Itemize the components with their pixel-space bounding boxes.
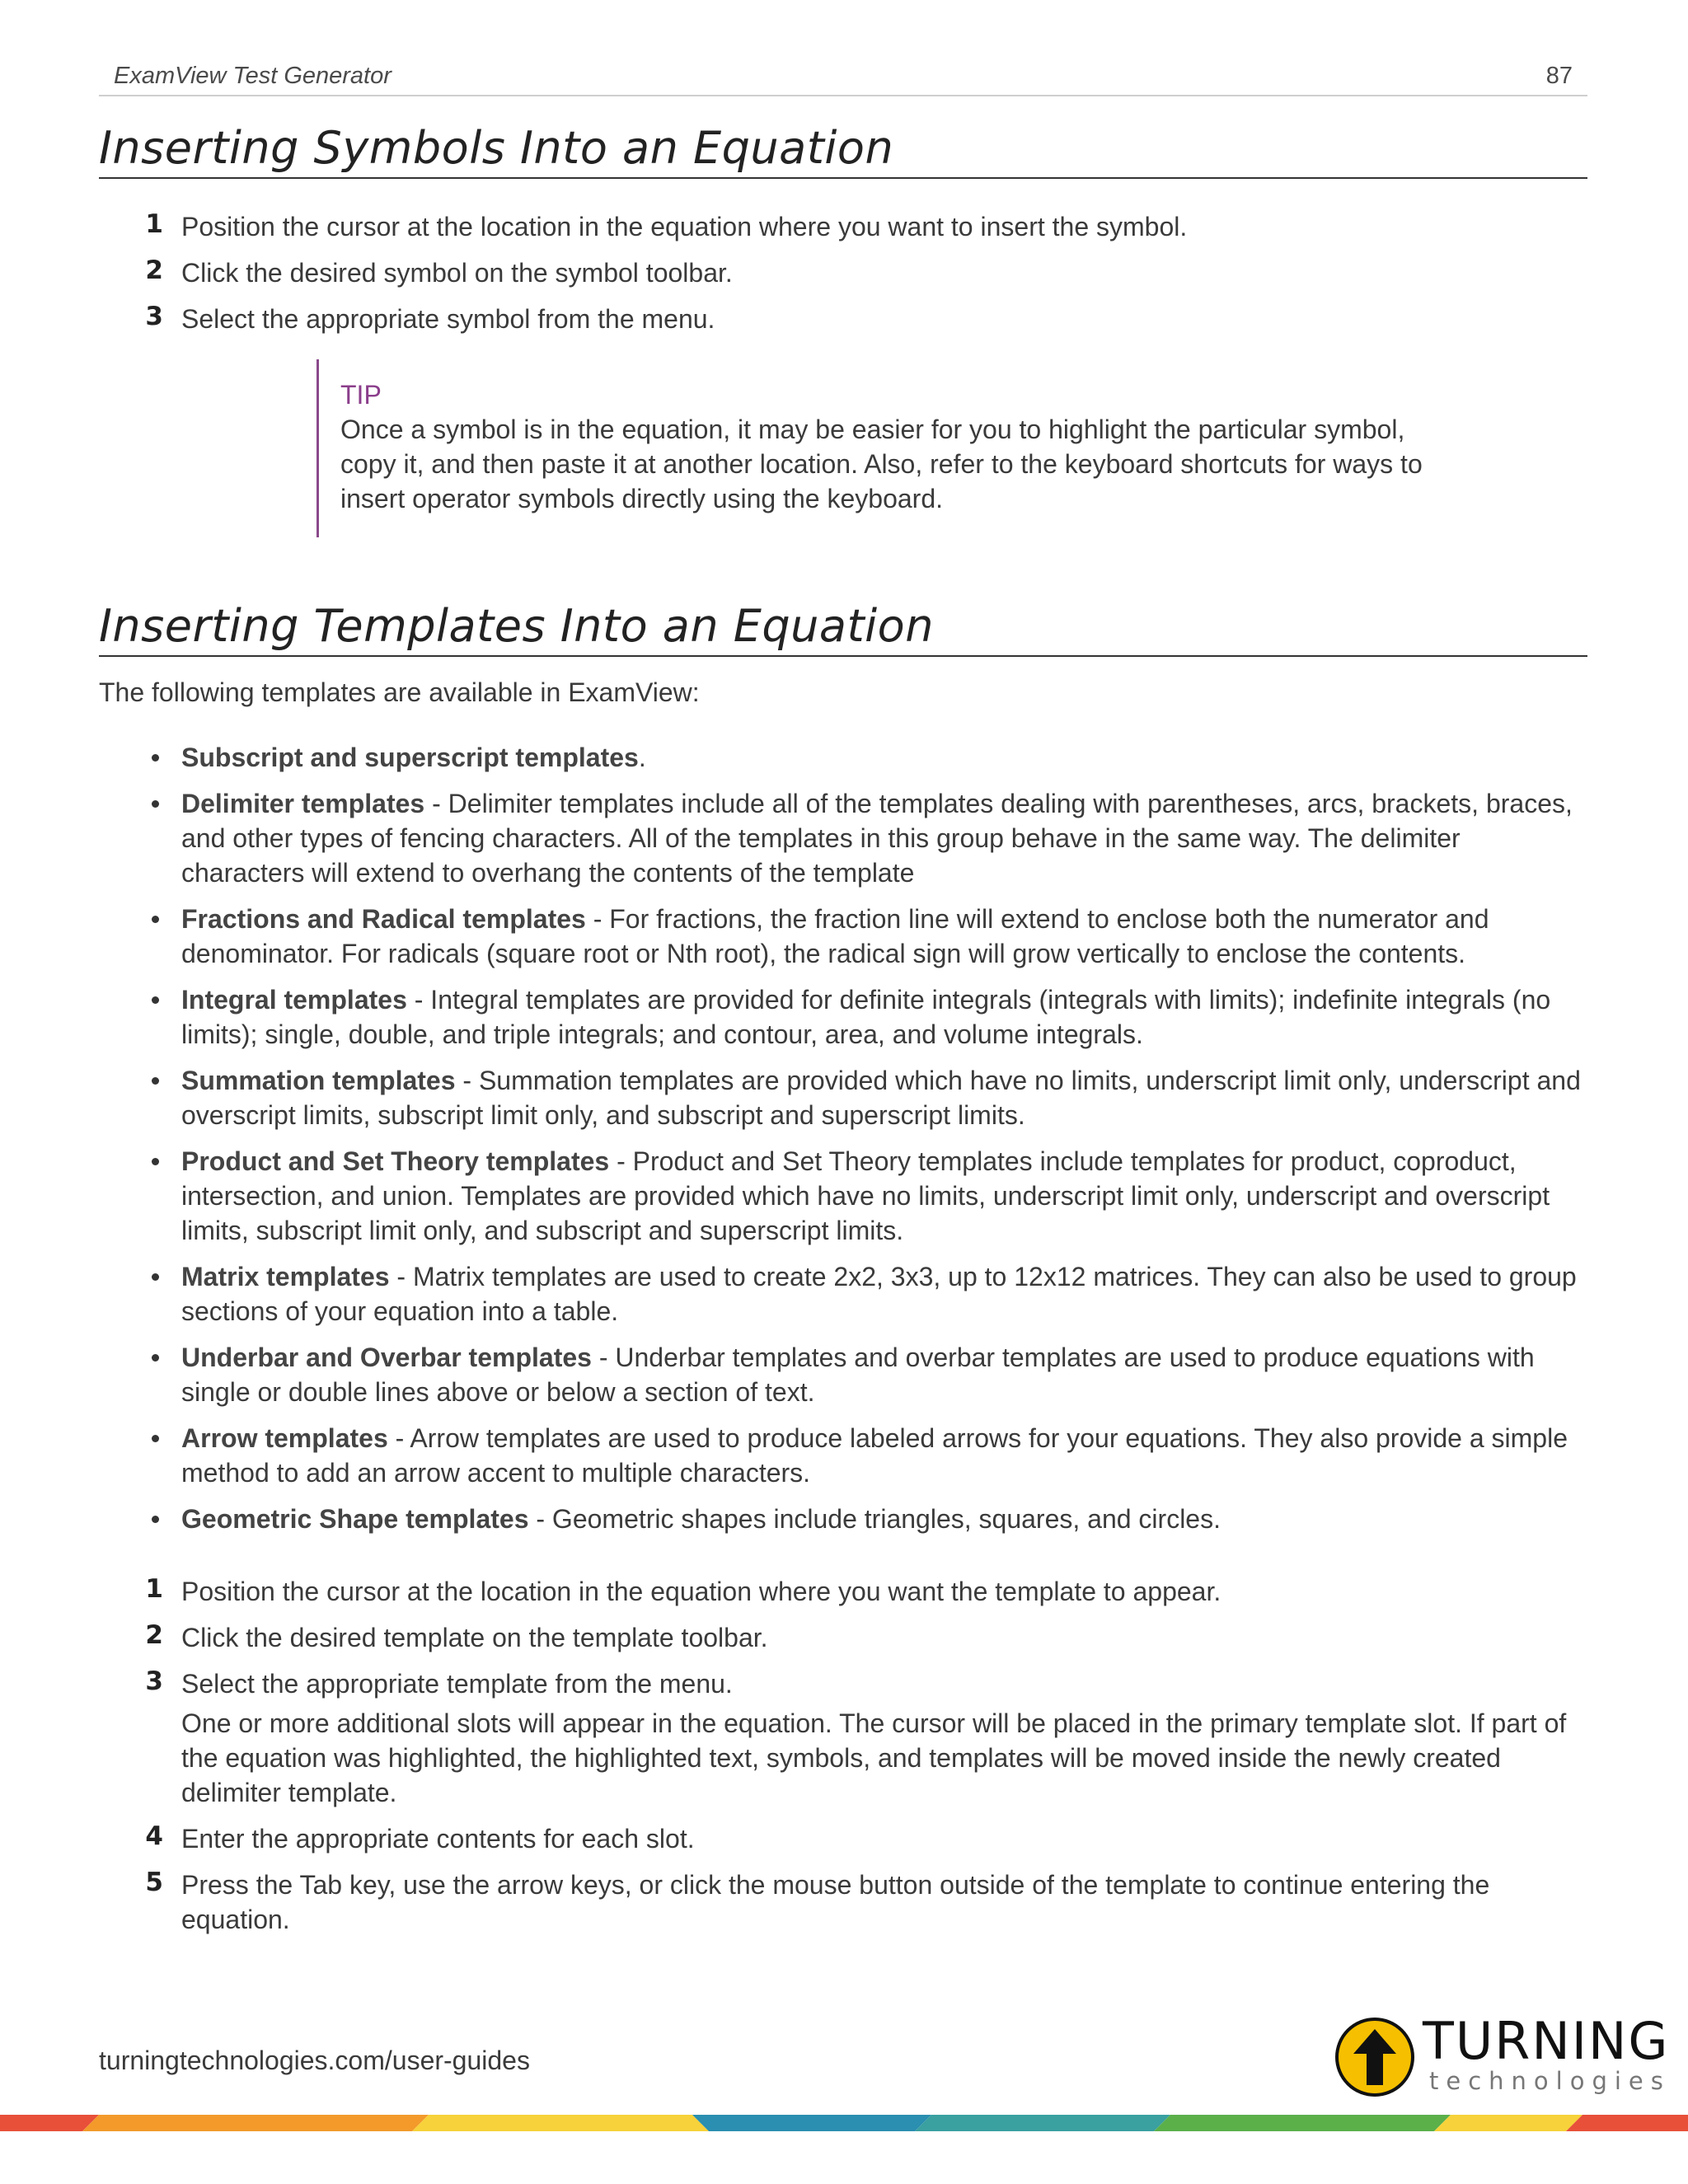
bullet-icon	[152, 1273, 159, 1281]
bullet-term: Geometric Shape templates	[181, 1504, 529, 1534]
bullet-term: Summation templates	[181, 1066, 456, 1095]
list-item	[132, 1421, 1587, 1490]
bullet-term: Matrix templates	[181, 1262, 390, 1291]
bullet-text: - Integral templates are provided for definite integrals (integrals with limits); indefinite integrals (no limits); single, double, and triple integrals; and contour, area, and volume integrals.	[181, 985, 1551, 1049]
step-text: Click the desired template on the template toolbar.	[181, 1623, 768, 1652]
list-item	[132, 1868, 1582, 1937]
page-number: 87	[1545, 63, 1573, 89]
bullet-text: - Product and Set Theory templates include templates for product, coproduct, intersection, and union. Templates are provided which have no limits, underscript limit only, underscript and overscript limits, subscript limit only, and subscript and superscript limits.	[181, 1146, 1550, 1245]
arrow-up-icon	[1347, 2026, 1403, 2088]
step-text-block	[181, 1666, 1582, 1810]
list-item	[132, 302, 1582, 348]
list-item	[132, 1574, 1582, 1609]
logo-word-technologies: technologies	[1429, 2067, 1671, 2095]
step-number: 4	[145, 1821, 163, 1851]
list-item	[132, 1063, 1587, 1132]
bullet-icon	[152, 800, 159, 808]
step-number: 2	[145, 1620, 163, 1650]
bullet-icon	[152, 754, 159, 762]
bullet-text: - Arrow templates are used to produce labeled arrows for your equations. They also provide a simple method to add an arrow accent to multiple characters.	[181, 1423, 1568, 1488]
step-text: Enter the appropriate contents for each slot.	[181, 1824, 695, 1854]
bullet-term: Fractions and Radical templates	[181, 904, 586, 934]
step-note: One or more additional slots will appear in the equation. The cursor will be placed in the primary template slot. If part of the equation was highlighted, the highlighted text, symbols, and templates will be moved inside the newly created delimiter template.	[181, 1708, 1567, 1807]
footer-color-stripe	[0, 2115, 1688, 2131]
step-text: Press the Tab key, use the arrow keys, or click the mouse button outside of the template to continue entering the equation.	[181, 1870, 1490, 1934]
footer-link[interactable]: turningtechnologies.com/user-guides	[99, 2046, 530, 2075]
list-item	[132, 982, 1587, 1052]
bullet-icon	[152, 1158, 159, 1165]
templates-intro: The following templates are available in ExamView:	[99, 677, 700, 707]
bullet-text: - Summation templates are provided which have no limits, underscript limit only, underscript and overscript limits, subscript limit only, and subscript and superscript limits.	[181, 1066, 1581, 1130]
list-item	[132, 1259, 1587, 1329]
bullet-icon	[152, 1516, 159, 1523]
step-text: Position the cursor at the location in the equation where you want to insert the symbol.	[181, 212, 1188, 241]
list-item	[132, 1502, 1587, 1536]
bullet-icon	[152, 996, 159, 1004]
bullet-text: .	[638, 743, 646, 772]
bullet-text: - Matrix templates are used to create 2x2, 3x3, up to 12x12 matrices. They can also be used to group sections of your equation into a table.	[181, 1262, 1577, 1326]
bullet-icon	[152, 1435, 159, 1442]
list-item	[132, 209, 1582, 255]
template-steps-list	[132, 1574, 1582, 1948]
bullet-text: - Geometric shapes include triangles, squares, and circles.	[528, 1504, 1221, 1534]
templates-bullet-list	[132, 740, 1587, 1548]
list-item	[132, 255, 1582, 302]
list-item	[132, 740, 1587, 775]
step-number: 3	[145, 302, 163, 331]
tip-callout	[316, 359, 1437, 537]
list-item	[132, 902, 1587, 971]
running-header	[99, 63, 1587, 96]
step-text: Position the cursor at the location in the equation where you want the template to appear.	[181, 1577, 1221, 1606]
turning-technologies-logo	[1335, 2011, 1671, 2105]
tip-label: TIP	[340, 380, 382, 410]
bullet-term: Product and Set Theory templates	[181, 1146, 610, 1176]
list-item	[132, 1144, 1587, 1248]
step-text: Select the appropriate template from the menu.	[181, 1669, 733, 1699]
bullet-term: Arrow templates	[181, 1423, 388, 1453]
bullet-text: - Underbar templates and overbar templates are used to produce equations with single or double lines above or below a section of text.	[181, 1343, 1535, 1407]
step-number: 3	[145, 1666, 163, 1696]
bullet-term: Delimiter templates	[181, 789, 425, 818]
step-number: 1	[145, 1574, 163, 1604]
list-item	[132, 1666, 1582, 1810]
bullet-text: - For fractions, the fraction line will extend to enclose both the numerator and denominator. For radicals (square root or Nth root), the radical sign will grow vertically to enclose the contents.	[181, 904, 1489, 968]
step-text: Select the appropriate symbol from the menu.	[181, 304, 715, 334]
section-heading-symbols: Inserting Symbols Into an Equation	[99, 122, 1587, 179]
bullet-icon	[152, 1354, 159, 1361]
bullet-icon	[152, 1077, 159, 1085]
doc-title: ExamView Test Generator	[114, 63, 392, 89]
logo-word-turning: TURNING	[1423, 2011, 1670, 2071]
list-item	[132, 786, 1587, 890]
section-heading-templates: Inserting Templates Into an Equation	[99, 600, 1587, 657]
step-number: 2	[145, 255, 163, 285]
step-number: 5	[145, 1868, 163, 1897]
bullet-term: Subscript and superscript templates	[181, 743, 639, 772]
symbol-steps-list	[132, 209, 1582, 348]
bullet-text: - Delimiter templates include all of the templates dealing with parentheses, arcs, brackets, braces, and other types of fencing characters. All of the templates in this group behave in the same way. The delimiter characters will extend to overhang the contents of the template	[181, 789, 1573, 888]
step-number: 1	[145, 209, 163, 239]
list-item	[132, 1340, 1587, 1409]
bullet-icon	[152, 916, 159, 923]
tip-text: Once a symbol is in the equation, it may be easier for you to highlight the particular symbol, copy it, and then paste it at another location. Also, refer to the keyboard shortcuts for ways to insert operator symbols directly using the keyboard.	[340, 415, 1423, 513]
bullet-term: Integral templates	[181, 985, 407, 1015]
step-text: Click the desired symbol on the symbol toolbar.	[181, 258, 733, 288]
bullet-term: Underbar and Overbar templates	[181, 1343, 592, 1372]
list-item	[132, 1821, 1582, 1856]
list-item	[132, 1620, 1582, 1655]
